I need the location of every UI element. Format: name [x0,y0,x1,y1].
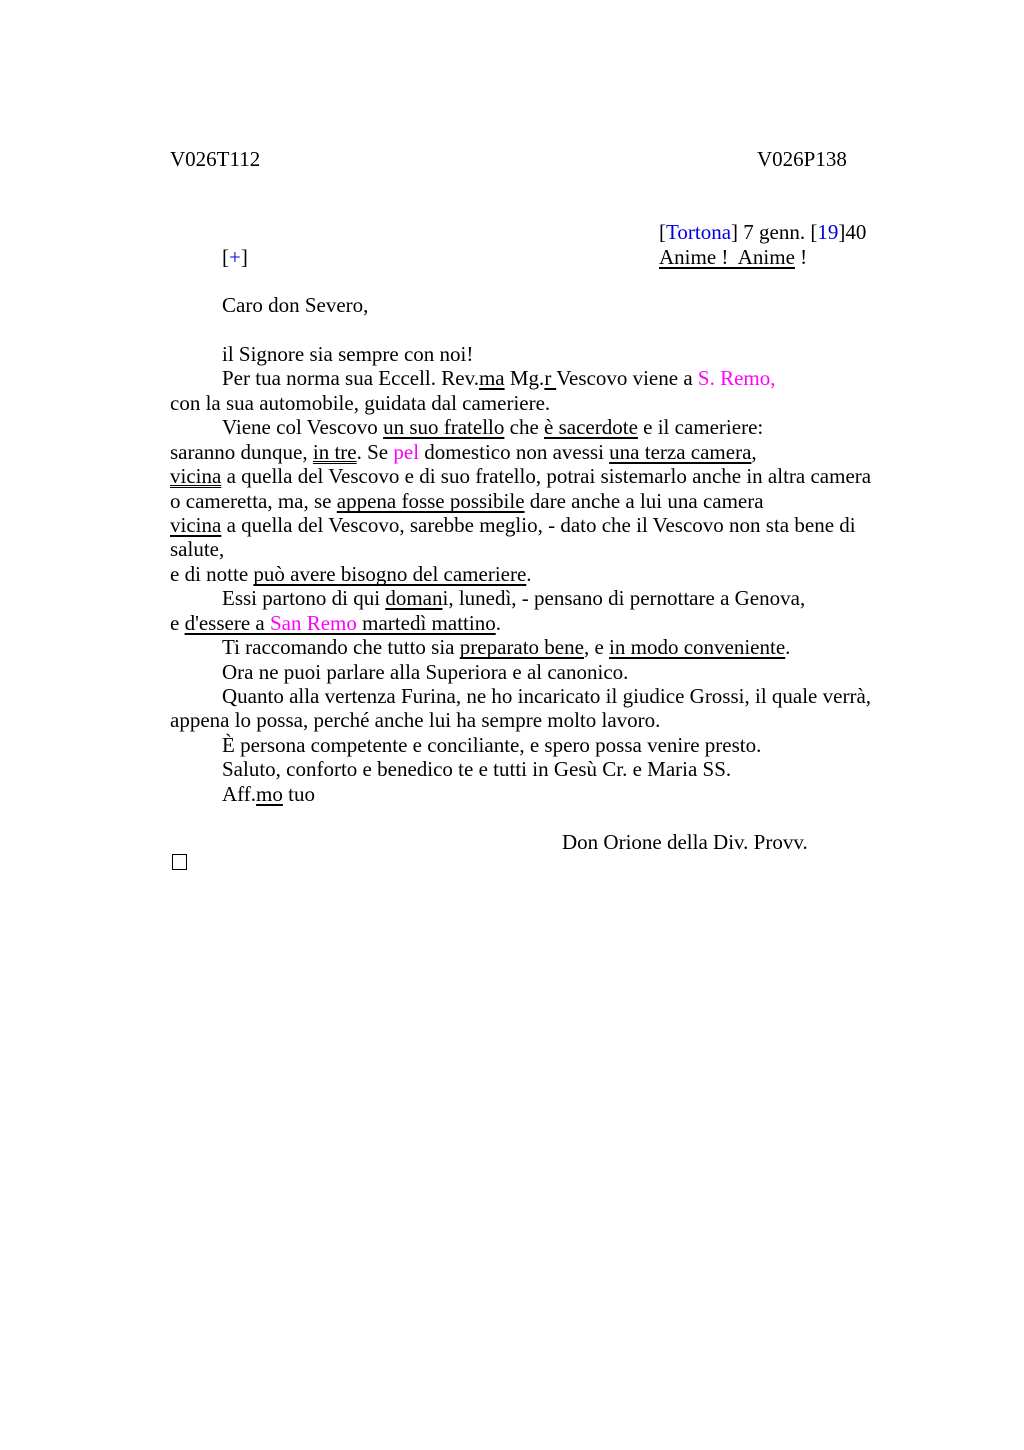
text-segment: che [504,415,545,440]
body-line [170,562,910,586]
text-segment: Ti raccomando che tutto sia [222,635,460,660]
body-line [170,586,910,610]
text-segment: [ [659,220,666,244]
text-segment: i, lunedì, - pensano di pernottare a Genova, [442,586,806,611]
text-segment: ] 7 genn. [ [731,220,818,244]
text-segment: e [170,610,185,635]
text-segment: martedì mattino [356,610,496,635]
body-line [170,391,910,415]
body-line [170,733,910,757]
text-segment: S. Remo, [697,366,776,391]
text-segment: Ora ne puoi parlare alla Superiora e al canonico. [222,659,629,684]
signature: Don Orione della Div. Provv. [562,830,808,854]
text-segment: Vescovo viene a [556,366,698,391]
text-segment: 19 [817,220,839,244]
text-segment: vicina [170,464,222,489]
text-segment: può avere bisogno del cameriere [253,561,527,586]
text-segment: Viene col Vescovo [222,415,384,440]
body-line [170,415,910,439]
document-code-left: V026T112 [170,147,261,171]
text-segment: a quella del Vescovo, sarebbe meglio, - dato che il Vescovo non sta bene di [221,512,856,537]
text-segment: Caro don Severo, [222,293,369,317]
empty-square-icon [172,854,187,870]
text-segment: San Remo [269,610,357,635]
motto-line [659,245,807,270]
body-line [170,635,910,659]
text-segment: , e [583,635,610,660]
document-code-right: V026P138 [757,147,847,171]
body-line [170,660,910,684]
text-segment: ! [794,245,808,269]
body-line [170,684,910,708]
body-line [170,537,910,561]
blank-line [170,317,910,341]
text-segment: a quella del Vescovo e di suo fratello, potrai sistemarlo anche in altra camera [221,464,872,489]
text-segment: e di notte [170,561,254,586]
text-segment: Tortona [666,220,732,244]
text-segment: . [495,610,501,635]
text-segment: Saluto, conforto e benedico te e tutti in Gesù Cr. e Maria SS. [222,757,732,782]
body-line [170,440,910,464]
text-segment: + [229,245,241,269]
body-line [170,489,910,513]
text-segment: è sacerdote [544,415,638,440]
text-segment: doman [385,586,443,611]
text-segment: dare anche a lui una camera [524,488,764,513]
text-segment: [ [222,245,229,269]
text-segment: ma [478,366,505,391]
body-line [170,611,910,635]
text-segment: d'essere a [184,610,270,635]
text-segment: ] [240,245,248,269]
body-line [170,293,910,317]
text-segment: Aff. [222,781,257,806]
text-segment: il Signore sia sempre con noi! [222,341,474,366]
text-segment: domestico non avessi [419,439,610,464]
text-segment: mo [256,781,283,806]
body-line [170,464,910,488]
body-line [170,708,910,732]
text-segment: ]40 [838,220,867,244]
body-line [170,513,910,537]
dateline [659,220,866,245]
body-line [170,757,910,781]
text-segment: r [544,366,557,391]
text-segment: appena lo possa, perché anche lui ha sempre molto lavoro. [170,708,661,733]
text-segment: appena fosse possibile [336,488,525,513]
text-segment: . Se [356,439,394,464]
text-segment: tuo [282,781,315,806]
text-segment: o cameretta, ma, se [170,488,337,513]
text-segment: Per tua norma sua Eccell. Rev. [222,366,479,391]
text-segment: una terza camera [609,439,752,464]
body-line [170,342,910,366]
body-line [170,366,910,390]
text-segment: preparato bene [459,635,584,660]
cross-mark [222,245,248,270]
text-segment: pel [393,439,420,464]
text-segment: . [526,561,532,586]
text-segment: vicina [170,512,222,537]
text-segment: Essi partono di qui [222,586,386,611]
text-segment: Anime ! Anime [659,245,795,269]
text-segment: saranno dunque, [170,439,313,464]
text-segment: in modo conveniente [609,635,786,660]
text-segment: Mg. [504,366,545,391]
text-segment: Quanto alla vertenza Furina, ne ho incaricato il giudice Grossi, il quale verrà, [222,684,872,708]
text-segment: un suo fratello [383,415,505,440]
body-line [170,782,910,806]
text-segment: in tre [312,439,357,464]
text-segment: , [751,439,757,464]
text-segment: con la sua automobile, guidata dal cameriere. [170,390,551,415]
text-segment: e il cameriere: [637,415,764,440]
text-segment: È persona competente e conciliante, e spero possa venire presto. [222,732,762,757]
text-segment: . [785,635,791,660]
text-segment: salute, [170,537,225,562]
letter-body [170,293,910,806]
